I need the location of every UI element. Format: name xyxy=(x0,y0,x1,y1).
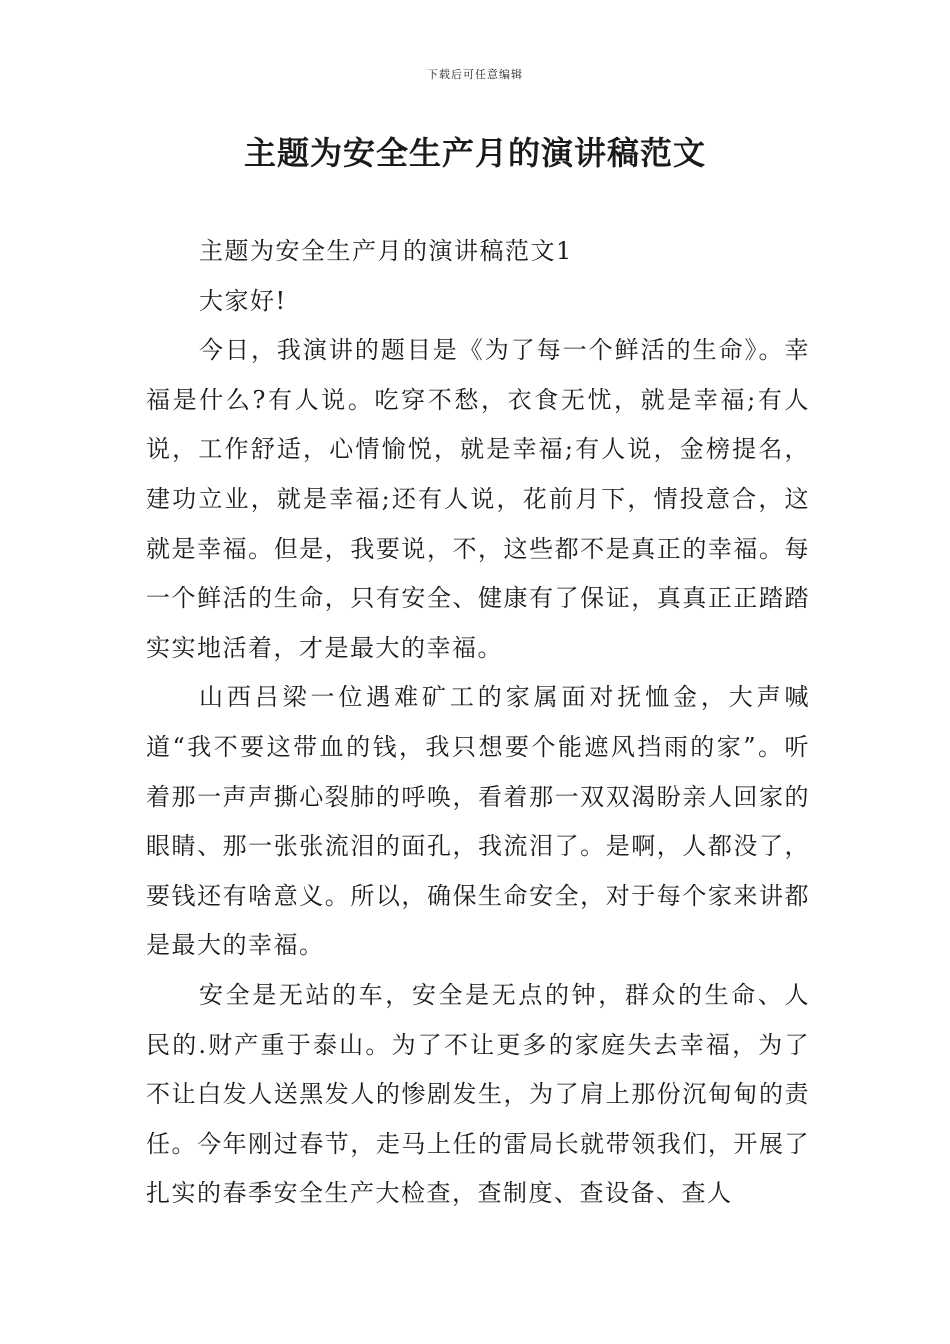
body-paragraph: 今日，我演讲的题目是《为了每一个鲜活的生命》。幸福是什么?有人说。吃穿不愁，衣食无忧，就是幸福;有人说，工作舒适，心情愉悦，就是幸福;有人说，金榜提名，建功立业，就是幸福;还有人说，花前月下，情投意合，这就是幸福。但是，我要说，不，这些都不是真正的幸福。每一个鲜活的生命，只有安全、健康有了保证，真真正正踏踏实实地活着，才是最大的幸福。 xyxy=(146,336,810,662)
body-paragraph: 安全是无站的车，安全是无点的钟，群众的生命、人民的.财产重于泰山。为了不让更多的家庭失去幸福，为了不让白发人送黑发人的惨剧发生，为了肩上那份沉甸甸的责任。今年刚过春节，走马上任的雷局长就带领我们，开展了扎实的春季安全生产大检查，查制度、查设备、查人 xyxy=(146,980,810,1208)
document-title: 主题为安全生产月的演讲稿范文 xyxy=(243,134,706,172)
subtitle-paragraph: 主题为安全生产月的演讲稿范文1 xyxy=(199,237,573,265)
greeting-paragraph: 大家好! xyxy=(199,286,287,315)
body-paragraph: 山西吕梁一位遇难矿工的家属面对抚恤金，大声喊道“我不要这带血的钱，我只想要个能遮风挡雨的家”。听着那一声声撕心裂肺的呼唤，看着那一双双渴盼亲人回家的眼睛、那一张张流泪的面孔，我流泪了。是啊，人都没了，要钱还有啥意义。所以，确保生命安全，对于每个家来讲都是最大的幸福。 xyxy=(146,683,810,960)
header-note: 下载后可任意编辑 xyxy=(427,68,523,81)
document-body xyxy=(146,227,810,1219)
